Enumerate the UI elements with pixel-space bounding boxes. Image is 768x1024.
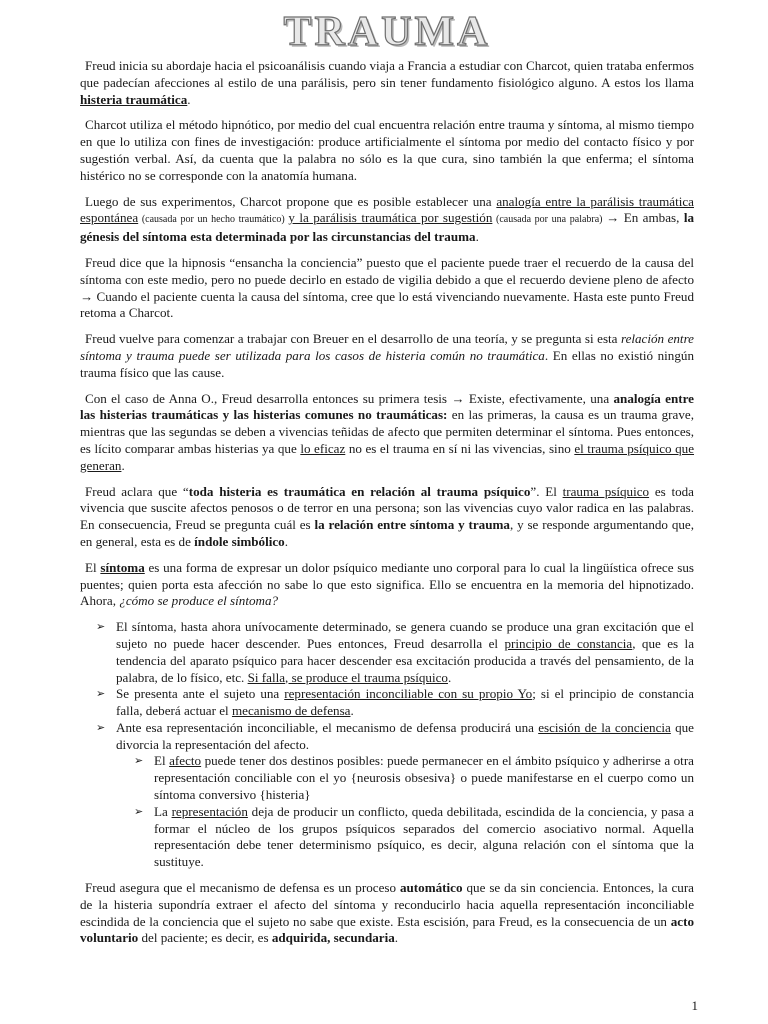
- text-run: El: [154, 753, 170, 769]
- page-title: TRAUMA: [283, 9, 491, 55]
- text-run: no es el trauma en sí ni las vivencias, sino: [345, 440, 575, 456]
- text-run: Freud aclara que “: [85, 483, 189, 499]
- arrow-bullet-icon: ➢: [96, 721, 106, 734]
- underlined-bold-term: síntoma: [100, 559, 145, 575]
- arrow-bullet-icon: ➢: [96, 621, 106, 634]
- bold-term: toda histeria es traumática en relación al trauma psíquico: [188, 483, 531, 499]
- text-run: .: [187, 91, 191, 107]
- text-run: . En ellas no existió ningún trauma físico que las cause.: [80, 347, 694, 380]
- text-run: Freud vuelve para comenzar a trabajar con Breuer en el desarrollo de una teoría, y se pregunta si esta: [85, 331, 621, 347]
- paragraph-9: [80, 880, 694, 947]
- text-run: del paciente; es decir, es: [138, 930, 272, 946]
- text-run: .: [394, 930, 399, 946]
- text-run: .: [475, 229, 479, 245]
- list-item: [96, 719, 694, 871]
- underlined-term: Si falla, se produce el trauma psíquico: [247, 669, 448, 685]
- page-number: 1: [691, 998, 698, 1013]
- underlined-term: y la parálisis traumática por sugestión: [288, 210, 493, 226]
- text-run: Luego de sus experimentos, Charcot propone que es posible establecer una: [85, 193, 497, 209]
- list-item: [96, 619, 695, 686]
- text-run: El: [85, 559, 101, 575]
- underlined-term: representación: [171, 803, 248, 819]
- bold-term: adquirida, secundaria: [271, 930, 395, 946]
- text-run: Se presenta ante el sujeto una: [116, 686, 285, 702]
- arrow-bullet-icon: ➢: [96, 688, 106, 701]
- underlined-term: el trauma psíquico que generan: [80, 440, 695, 473]
- paragraph-3: [80, 194, 694, 246]
- underlined-term: analogía entre la parálisis traumática espontánea: [80, 193, 694, 226]
- document-page: [80, 10, 694, 956]
- text-run: ; si el principio de constancia falla, deberá actuar el: [116, 686, 694, 719]
- italic-question: ¿cómo se produce el síntoma?: [119, 593, 279, 609]
- text-run: que se da sin conciencia. Entonces, la cura de la histeria supondría extraer el afecto del síntoma y reconducirlo hacia aquella representación inconciliable escindida de la conciencia que el sujeto no sabe que existe. Esta escisión, para Freud, es la consecuencia de un: [80, 880, 694, 929]
- text-run: puede tener dos destinos posibles: puede permanecer en el ámbito psíquico y adherirse a otra representación conciliable con el yo {neurosis obsesiva} o puede manifestarse en el cuerpo como un síntoma conversivo {histeria}: [154, 753, 694, 803]
- text-run: .: [121, 457, 125, 473]
- underlined-bold-term: histeria traumática: [80, 91, 188, 107]
- bold-term: automático: [399, 880, 463, 896]
- sub-bullet-list: [116, 753, 694, 871]
- text-run: , que es la tendencia del aparato psíquico para hacer descender esa excitación producida a través del pensamiento, de la palabra, de lo físico, etc.: [116, 635, 695, 685]
- list-item: [96, 686, 694, 720]
- bold-term: la relación entre síntoma y trauma: [314, 517, 510, 533]
- paragraph-2: Charcot utiliza el método hipnótico, por medio del cual encuentra relación entre trauma y síntoma, al mismo tiempo en que lo utiliza con fines de investigación: produce artificialmente el síntoma por medio del contacto físico y por sugestión verbal. Así, da cuenta que la palabra no sólo es la que cura, sino también la que enferma; el síntoma histérico no se corresponde con la anatomía humana.: [80, 117, 694, 183]
- paragraph-5: [80, 331, 694, 381]
- text-run: Freud inicia su abordaje hacia el psicoanálisis cuando viaja a Francia a estudiar con Charcot, quien trataba enfermos que padecían afecciones al estilo de una parálisis, pero sin tener fundamento fisiológico alguno. A estos los llama: [80, 58, 694, 90]
- sub-list-item: [134, 753, 694, 803]
- bold-term: índole simbólico: [194, 533, 285, 549]
- text-run: Freud asegura que el mecanismo de defensa es un proceso: [85, 880, 400, 896]
- arrow-bullet-icon: ➢: [134, 805, 144, 818]
- small-note: (causada por una palabra): [492, 214, 607, 226]
- text-run: que divorcia la representación del afecto.: [116, 719, 694, 752]
- text-run: , y se responde argumentando que, en general, esta es de: [80, 517, 694, 549]
- underlined-term: trauma psíquico: [562, 483, 650, 499]
- underlined-term: principio de constancia: [504, 635, 633, 651]
- underlined-term: representación inconciliable con su propio Yo: [284, 686, 533, 702]
- underlined-term: lo eficaz: [300, 440, 346, 456]
- underlined-term: afecto: [169, 753, 202, 769]
- text-run: es una forma de expresar un dolor psíquico mediante uno corporal para lo cual la lingüística ofrece sus puentes; quien porta esta afección no sabe lo que esto significa. Ello se encuentra en la memoria del hipnotizado. Ahora,: [80, 559, 694, 609]
- paragraph-1: [80, 58, 694, 108]
- text-run: .: [350, 703, 354, 719]
- paragraph-6: [80, 391, 694, 475]
- small-note: (causada por un hecho traumático): [138, 214, 289, 226]
- bullet-list: [80, 619, 694, 871]
- text-run: El síntoma, hasta ahora unívocamente determinado, se genera cuando se produce una gran excitación que el sujeto no puede hacer descender. Pues entonces, Freud desarrolla el: [116, 619, 694, 651]
- text-run: es toda vivencia que suscite afectos penosos o de terror en una persona; son las vivencias cuyo valor radica en las palabras. En consecuencia, Freud se pregunta cuál es: [80, 483, 694, 533]
- text-run: → En ambas,: [606, 210, 684, 226]
- bold-term: la génesis del síntoma esta determinada por las circunstancias del trauma: [80, 210, 695, 245]
- paragraph-7: [80, 484, 694, 551]
- bold-term: analogía entre las histerias traumáticas y las histerias comunes no traumáticas:: [80, 390, 694, 423]
- text-run: La: [154, 803, 172, 819]
- bold-term: acto voluntario: [80, 913, 694, 946]
- sub-list-item: [134, 803, 694, 871]
- arrow-bullet-icon: ➢: [134, 755, 144, 768]
- underlined-term: mecanismo de defensa: [231, 703, 351, 719]
- text-run: en las primeras, la causa es un trauma grave, mientras que las segundas se deben a vivencias teñidas de afecto que permiten determinar el síntoma. Pues entonces, es lícito comparar ambas histerias ya que: [80, 407, 694, 456]
- text-run: Ante esa representación inconciliable, el mecanismo de defensa producirá una: [116, 719, 539, 735]
- text-run: deja de producir un conflicto, queda debilitada, escindida de la conciencia, y pasa a formar el núcleo de los grupos psíquicos separados del comercio asociativo normal. Aquella representación debe tener determinismo psíquico, es decir, alguna relación con el síntoma que la sustituye.: [154, 803, 694, 870]
- underlined-term: escisión de la conciencia: [538, 719, 671, 735]
- text-run: .: [284, 533, 289, 549]
- text-run: ”. El: [530, 483, 563, 499]
- text-run: Con el caso de Anna O., Freud desarrolla entonces su primera tesis → Existe, efectivamente, una: [85, 390, 614, 406]
- paragraph-4: Freud dice que la hipnosis “ensancha la conciencia” puesto que el paciente puede traer el recuerdo de la causa del síntoma con este medio, pero no puede decirlo en estado de vigilia debido a que el recuerdo deviene pleno de afecto → Cuando el paciente cuenta la causa del síntoma, cree que lo está vivenciando nuevamente. Hasta este punto Freud retoma a Charcot.: [80, 254, 694, 321]
- text-run: .: [447, 669, 452, 685]
- italic-term: relación entre síntoma y trauma puede ser utilizada para los casos de histeria común no traumática: [80, 331, 694, 363]
- paragraph-8: [80, 560, 694, 610]
